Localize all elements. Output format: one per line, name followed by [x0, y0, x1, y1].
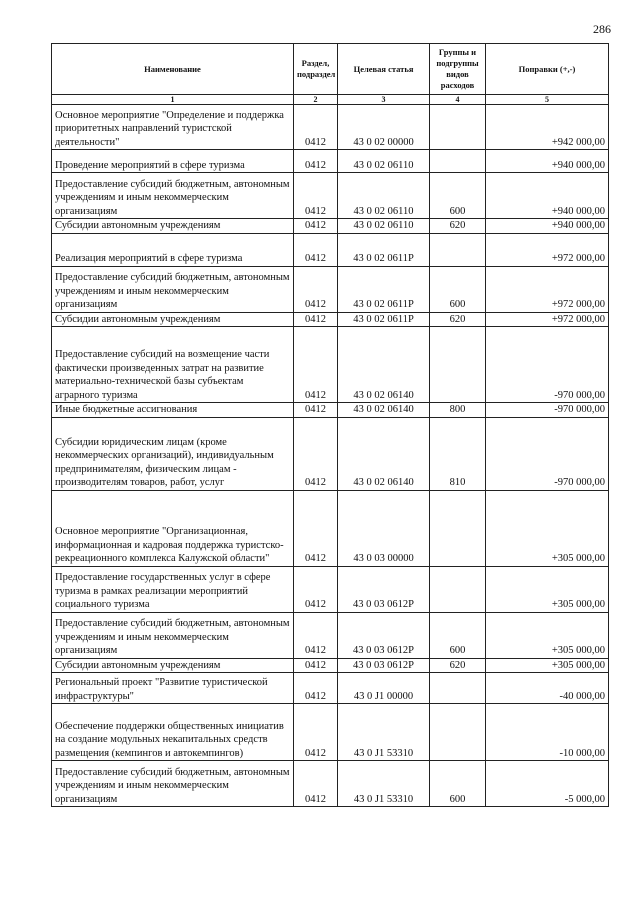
row-group-cell: 800 [430, 403, 486, 418]
row-amount-cell: -40 000,00 [486, 673, 609, 704]
row-section-cell: 0412 [294, 105, 338, 150]
row-target-cell: 43 0 03 00000 [338, 490, 430, 566]
row-target-cell: 43 0 03 0612Р [338, 566, 430, 612]
row-section-cell: 0412 [294, 403, 338, 418]
row-section-cell: 0412 [294, 490, 338, 566]
budget-amendments-table [51, 43, 609, 807]
row-name-cell: Основное мероприятие "Организационная, информационная и кадровая поддержка туристско-рекреационного комплекса Калужской области" [52, 490, 294, 566]
row-amount-cell: +305 000,00 [486, 490, 609, 566]
row-amount-cell: -970 000,00 [486, 417, 609, 490]
row-name-cell: Субсидии автономным учреждениям [52, 658, 294, 673]
row-amount-cell: -970 000,00 [486, 403, 609, 418]
row-name-cell: Предоставление государственных услуг в сфере туризма в рамках реализации мероприятий социального туризма [52, 566, 294, 612]
row-target-cell: 43 0 02 0611Р [338, 233, 430, 266]
row-target-cell: 43 0 02 06140 [338, 327, 430, 403]
row-name-cell: Предоставление субсидий бюджетным, автономным учреждениям и иным некоммерческим организациям [52, 173, 294, 219]
row-group-cell [430, 233, 486, 266]
header-name: Наименование [52, 44, 294, 95]
row-group-cell [430, 150, 486, 173]
row-group-cell [430, 566, 486, 612]
row-target-cell: 43 0 02 06110 [338, 219, 430, 234]
row-group-cell [430, 105, 486, 150]
row-target-cell: 43 0 03 0612Р [338, 658, 430, 673]
row-name-cell: Основное мероприятие "Определение и поддержка приоритетных направлений туристской деятельности" [52, 105, 294, 150]
row-amount-cell: -5 000,00 [486, 761, 609, 807]
table-row [52, 566, 609, 612]
column-number: 5 [486, 95, 609, 105]
table-row [52, 312, 609, 327]
row-group-cell: 620 [430, 219, 486, 234]
column-number: 3 [338, 95, 430, 105]
row-name-cell: Предоставление субсидий бюджетным, автономным учреждениям и иным некоммерческим организациям [52, 266, 294, 312]
row-target-cell: 43 0 03 0612Р [338, 612, 430, 658]
table-row [52, 612, 609, 658]
table-row [52, 403, 609, 418]
row-amount-cell: +305 000,00 [486, 612, 609, 658]
row-amount-cell: +972 000,00 [486, 312, 609, 327]
header-section: Раздел, подраздел [294, 44, 338, 95]
row-name-cell: Реализация мероприятий в сфере туризма [52, 233, 294, 266]
row-section-cell: 0412 [294, 417, 338, 490]
table-row [52, 150, 609, 173]
table-row [52, 219, 609, 234]
column-number: 1 [52, 95, 294, 105]
row-target-cell: 43 0 02 06140 [338, 417, 430, 490]
table-row [52, 173, 609, 219]
row-group-cell [430, 704, 486, 761]
row-name-cell: Предоставление субсидий на возмещение части фактически произведенных затрат на развитие материально-технической базы субъектам аграрного туризма [52, 327, 294, 403]
table-row [52, 233, 609, 266]
row-section-cell: 0412 [294, 673, 338, 704]
row-section-cell: 0412 [294, 327, 338, 403]
row-section-cell: 0412 [294, 658, 338, 673]
row-section-cell: 0412 [294, 150, 338, 173]
row-target-cell: 43 0 02 06140 [338, 403, 430, 418]
row-name-cell: Проведение мероприятий в сфере туризма [52, 150, 294, 173]
column-number-row [52, 95, 609, 105]
row-target-cell: 43 0 J1 53310 [338, 761, 430, 807]
header-amendments: Поправки (+,-) [486, 44, 609, 95]
row-target-cell: 43 0 02 06110 [338, 173, 430, 219]
row-name-cell: Иные бюджетные ассигнования [52, 403, 294, 418]
row-group-cell: 620 [430, 658, 486, 673]
row-target-cell: 43 0 02 00000 [338, 105, 430, 150]
row-target-cell: 43 0 02 0611Р [338, 266, 430, 312]
row-amount-cell: -970 000,00 [486, 327, 609, 403]
row-section-cell: 0412 [294, 761, 338, 807]
row-amount-cell: +940 000,00 [486, 173, 609, 219]
row-section-cell: 0412 [294, 612, 338, 658]
row-name-cell: Предоставление субсидий бюджетным, автономным учреждениям и иным некоммерческим организациям [52, 612, 294, 658]
header-row [52, 44, 609, 95]
row-target-cell: 43 0 J1 00000 [338, 673, 430, 704]
table-body [52, 105, 609, 807]
column-number: 4 [430, 95, 486, 105]
row-amount-cell: +305 000,00 [486, 566, 609, 612]
table-row [52, 761, 609, 807]
row-amount-cell: +942 000,00 [486, 105, 609, 150]
header-target: Целевая статья [338, 44, 430, 95]
table-row [52, 105, 609, 150]
row-amount-cell: +305 000,00 [486, 658, 609, 673]
row-name-cell: Субсидии юридическим лицам (кроме некоммерческих организаций), индивидуальным предпринимателям, физическим лицам - производителям товаров, работ, услуг [52, 417, 294, 490]
row-section-cell: 0412 [294, 219, 338, 234]
row-group-cell [430, 673, 486, 704]
row-group-cell: 620 [430, 312, 486, 327]
row-group-cell [430, 327, 486, 403]
page-number: 286 [593, 22, 611, 36]
column-number: 2 [294, 95, 338, 105]
row-amount-cell: -10 000,00 [486, 704, 609, 761]
row-section-cell: 0412 [294, 233, 338, 266]
row-target-cell: 43 0 02 06110 [338, 150, 430, 173]
row-name-cell: Обеспечение поддержки общественных инициатив на создание модульных некапитальных средств размещения (кемпингов и автокемпингов) [52, 704, 294, 761]
row-name-cell: Предоставление субсидий бюджетным, автономным учреждениям и иным некоммерческим организациям [52, 761, 294, 807]
table-row [52, 266, 609, 312]
table-row [52, 704, 609, 761]
row-name-cell: Субсидии автономным учреждениям [52, 219, 294, 234]
table-row [52, 490, 609, 566]
table-row [52, 327, 609, 403]
table-row [52, 658, 609, 673]
table-row [52, 417, 609, 490]
row-group-cell: 600 [430, 173, 486, 219]
row-group-cell: 810 [430, 417, 486, 490]
row-name-cell: Региональный проект "Развитие туристической инфраструктуры" [52, 673, 294, 704]
row-group-cell: 600 [430, 266, 486, 312]
row-section-cell: 0412 [294, 173, 338, 219]
row-amount-cell: +972 000,00 [486, 233, 609, 266]
row-name-cell: Субсидии автономным учреждениям [52, 312, 294, 327]
row-amount-cell: +972 000,00 [486, 266, 609, 312]
row-section-cell: 0412 [294, 266, 338, 312]
row-group-cell [430, 490, 486, 566]
row-amount-cell: +940 000,00 [486, 219, 609, 234]
row-section-cell: 0412 [294, 312, 338, 327]
row-amount-cell: +940 000,00 [486, 150, 609, 173]
row-target-cell: 43 0 02 0611Р [338, 312, 430, 327]
row-group-cell: 600 [430, 612, 486, 658]
row-group-cell: 600 [430, 761, 486, 807]
header-groups: Группы и подгруппы видов расходов [430, 44, 486, 95]
row-target-cell: 43 0 J1 53310 [338, 704, 430, 761]
row-section-cell: 0412 [294, 566, 338, 612]
row-section-cell: 0412 [294, 704, 338, 761]
table-row [52, 673, 609, 704]
